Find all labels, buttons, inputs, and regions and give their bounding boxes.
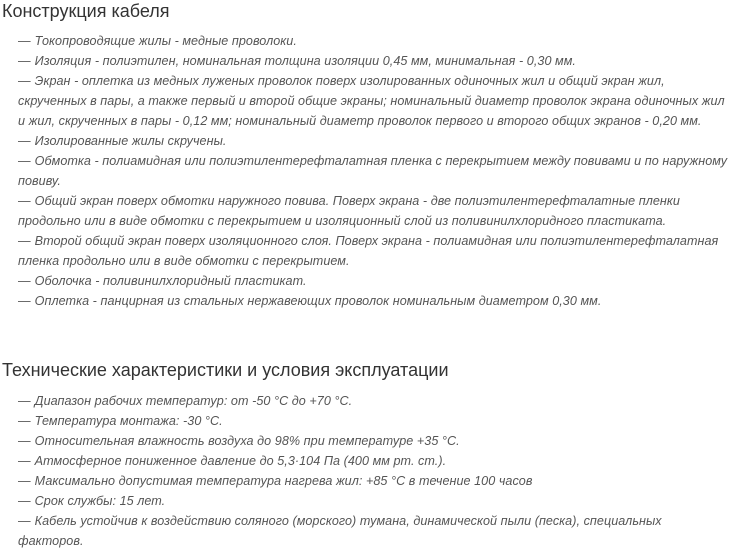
list-item-text: Срок службы: 15 лет.: [34, 494, 166, 508]
dash-bullet-icon: —: [18, 414, 31, 428]
dash-bullet-icon: —: [18, 194, 31, 208]
dash-bullet-icon: —: [18, 474, 31, 488]
list-item: [18, 491, 730, 511]
dash-bullet-icon: —: [18, 74, 31, 88]
dash-bullet-icon: —: [18, 514, 31, 528]
list-item: [18, 511, 730, 551]
list-item: [18, 191, 730, 231]
list-item: [18, 151, 730, 191]
dash-bullet-icon: —: [18, 154, 31, 168]
list-item-text: Экран - оплетка из медных луженых проволок поверх изолированных одиночных жил и общий экран жил, скрученных в пары, а также первый и второй общие экраны; номинальный диаметр проволок экрана одиночных жил и жил, скрученных в пары - 0,12 мм; номинальный диаметр проволок первого и второго общих экранов - 0,20 мм.: [18, 74, 725, 128]
dash-bullet-icon: —: [18, 394, 31, 408]
list-item: [18, 391, 730, 411]
dash-bullet-icon: —: [18, 274, 31, 288]
dash-bullet-icon: —: [18, 234, 31, 248]
list-item: [18, 291, 730, 311]
dash-bullet-icon: —: [18, 454, 31, 468]
list-item-text: Температура монтажа: -30 °С.: [34, 414, 223, 428]
list-item: [18, 71, 730, 131]
list-item-text: Общий экран поверх обмотки наружного повива. Поверх экрана - две полиэтилентерефталатные пленки продольно или в виде обмотки с перекрытием и изоляционный слой из поливинилхлоридного пластиката.: [18, 194, 680, 228]
list-item: [18, 271, 730, 291]
dash-bullet-icon: —: [18, 134, 31, 148]
list-item-text: Изолированные жилы скручены.: [34, 134, 227, 148]
section-title-specs: Технические характеристики и условия эксплуатации: [2, 360, 449, 380]
list-item-text: Токопроводящие жилы - медные проволоки.: [34, 34, 297, 48]
list-item-text: Второй общий экран поверх изоляционного слоя. Поверх экрана - полиамидная или полиэтилентерефталатная пленка продольно или в виде обмотки с перекрытием.: [18, 234, 719, 268]
list-item-text: Оплетка - панцирная из стальных нержавеющих проволок номинальным диаметром 0,30 мм.: [34, 294, 602, 308]
list-item: [18, 51, 730, 71]
dash-bullet-icon: —: [18, 34, 31, 48]
list-item: [18, 431, 730, 451]
list-item: [18, 411, 730, 431]
dash-bullet-icon: —: [18, 434, 31, 448]
list-item-text: Максимально допустимая температура нагрева жил: +85 °С в течение 100 часов: [34, 474, 533, 488]
list-item: [18, 451, 730, 471]
section-title-construction: Конструкция кабеля: [2, 1, 170, 21]
list-item: [18, 231, 730, 271]
list-item-text: Изоляция - полиэтилен, номинальная толщина изоляции 0,45 мм, минимальная - 0,30 мм.: [34, 54, 576, 68]
list-item-text: Обмотка - полиамидная или полиэтилентерефталатная пленка с перекрытием между повивами и по наружному повиву.: [18, 154, 728, 188]
list-item-text: Диапазон рабочих температур: от -50 °С до +70 °С.: [34, 394, 353, 408]
list-item-text: Оболочка - поливинилхлоридный пластикат.: [34, 274, 307, 288]
specs-list: [18, 391, 730, 551]
list-item: [18, 471, 730, 491]
construction-list: [18, 31, 730, 311]
list-item-text: Относительная влажность воздуха до 98% при температуре +35 °С.: [34, 434, 460, 448]
list-item-text: Кабель устойчив к воздействию соляного (морского) тумана, динамической пыли (песка), специальных факторов.: [18, 514, 662, 548]
dash-bullet-icon: —: [18, 294, 31, 308]
dash-bullet-icon: —: [18, 54, 31, 68]
list-item: [18, 131, 730, 151]
dash-bullet-icon: —: [18, 494, 31, 508]
list-item-text: Атмосферное пониженное давление до 5,3·104 Па (400 мм рт. ст.).: [34, 454, 447, 468]
list-item: [18, 31, 730, 51]
